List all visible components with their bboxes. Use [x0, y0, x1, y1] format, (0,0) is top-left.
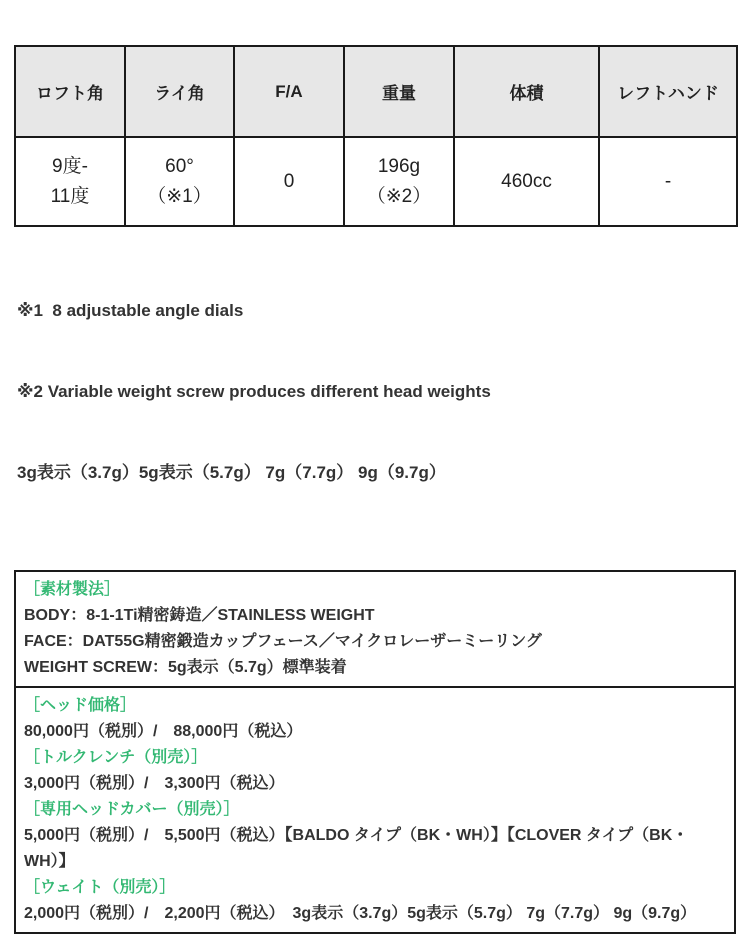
- footnote-adjustable-dials: ※1 8 adjustable angle dials: [17, 301, 244, 320]
- headcover-value: 5,000円（税別）/ 5,500円（税込）【BALDO タイプ（BK・WH）】【CLOVER タイプ（BK・WH）】: [24, 827, 689, 870]
- value-cell-loft-angle: 9度- 11度: [15, 137, 125, 226]
- header-cell-loft-angle: ロフト角: [15, 46, 125, 137]
- torque-wrench-title: ［トルクレンチ（別売）］: [24, 749, 208, 766]
- spec-sheet-page: [0, 45, 750, 922]
- header-cell-weight: 重量: [344, 46, 454, 137]
- material-body-line: BODY：8-1-1Ti精密鋳造／STAINLESS WEIGHT: [24, 607, 375, 624]
- value-cell-weight: 196g （※2）: [344, 137, 454, 226]
- price-info-box: [14, 686, 736, 934]
- weight-option-title: ［ウェイト（別売）］: [24, 879, 176, 896]
- head-price-value: 80,000円（税別）/ 88,000円（税込）: [24, 723, 303, 740]
- material-weight-screw-line: WEIGHT SCREW：5g表示（5.7g）標準装着: [24, 659, 347, 676]
- footnotes: [17, 243, 750, 540]
- header-cell-lie-angle: ライ角: [125, 46, 234, 137]
- value-cell-volume: 460cc: [454, 137, 599, 226]
- header-cell-left-hand: レフトハンド: [599, 46, 737, 137]
- value-cell-lie-angle: 60° （※1）: [125, 137, 234, 226]
- material-method-title: ［素材製法］: [24, 581, 121, 598]
- value-cell-fa: 0: [234, 137, 344, 226]
- footnote-variable-weight: ※2 Variable weight screw produces different head weights: [17, 382, 491, 401]
- material-method-box: [14, 570, 736, 688]
- footnote-weight-options: 3g表示（3.7g）5g表示（5.7g） 7g（7.7g） 9g（9.7g）: [17, 463, 446, 482]
- torque-wrench-value: 3,000円（税別）/ 3,300円（税込）: [24, 775, 285, 792]
- spec-table: [14, 45, 738, 227]
- material-face-line: FACE：DAT55G精密鍛造カップフェース／マイクロレーザーミーリング: [24, 633, 542, 650]
- spec-header-row: [15, 46, 737, 137]
- head-price-title: ［ヘッド価格］: [24, 697, 137, 714]
- spec-value-row: [15, 137, 737, 226]
- headcover-title: ［専用ヘッドカバー（別売）］: [24, 801, 240, 818]
- value-cell-left-hand: -: [599, 137, 737, 226]
- header-cell-fa: F/A: [234, 46, 344, 137]
- weight-option-value: 2,000円（税別）/ 2,200円（税込） 3g表示（3.7g）5g表示（5.7g） 7g（7.7g） 9g（9.7g）: [24, 905, 697, 922]
- header-cell-volume: 体積: [454, 46, 599, 137]
